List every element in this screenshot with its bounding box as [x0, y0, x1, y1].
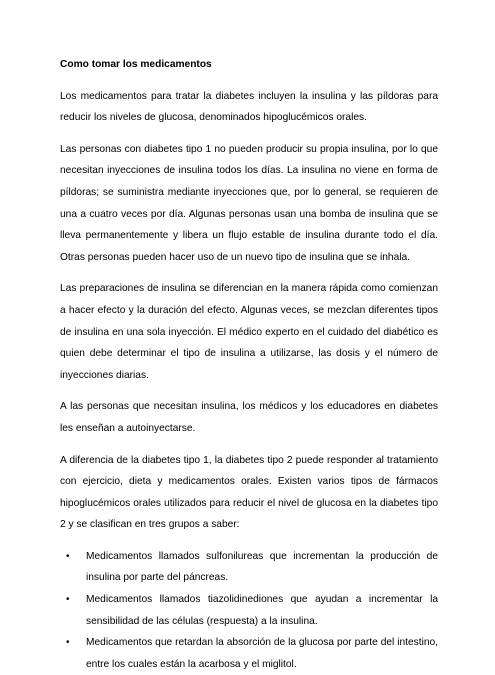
bullet-icon: •: [66, 594, 70, 606]
list-item: [66, 632, 438, 675]
list-item-text: Medicamentos llamados sulfonilureas que incrementan la producción de insulina por parte del páncreas.: [86, 550, 438, 584]
paragraph-insulin-preparations: Las preparaciones de insulina se diferencian en la manera rápida como comienzan a hacer efecto y la duración del efecto. Algunas veces, se mezclan diferentes tipos de insulina en una sola inyección. El médico experto en el cuidado del diabético es quien debe determinar el tipo de insulina a utilizarse, las dosis y el número de inyecciones diarias.: [60, 283, 438, 381]
list-item-text: Medicamentos que retardan la absorción de la glucosa por parte del intestino, entre los cuales están la acarbosa y el miglitol.: [86, 637, 438, 670]
bullet-icon: •: [66, 637, 70, 649]
paragraph-self-injection: A las personas que necesitan insulina, los médicos y los educadores en diabetes les enseñan a autoinyectarse.: [60, 401, 438, 434]
list-item: [66, 589, 438, 632]
paragraph-diabetes-type2: A diferencia de la diabetes tipo 1, la diabetes tipo 2 puede responder al tratamiento con ejercicio, dieta y medicamentos orales. Existen varios tipos de fármacos hipoglucémicos orales utilizados para reducir el nivel de glucosa en la diabetes tipo 2 y se clasifican en tres grupos a saber:: [60, 454, 438, 531]
section-heading: Como tomar los medicamentos: [60, 59, 212, 70]
list-item: [66, 546, 438, 589]
list-item-text: Medicamentos llamados tiazolidinediones que ayudan a incrementar la sensibilidad de las células (respuesta) a la insulina.: [86, 594, 438, 627]
paragraph-medications-intro: Los medicamentos para tratar la diabetes incluyen la insulina y las píldoras para reducir los niveles de glucosa, denominados hipoglucémicos orales.: [60, 90, 438, 124]
medication-groups-list: [60, 546, 438, 675]
bullet-icon: •: [66, 550, 70, 562]
document-body: [60, 54, 438, 675]
paragraph-diabetes-type1: Las personas con diabetes tipo 1 no pueden producir su propia insulina, por lo que necesitan inyecciones de insulina todos los días. La insulina no viene en forma de píldoras; se suministra mediante inyecciones que, por lo general, se requieren de una a cuatro veces por día. Algunas personas usan una bomba de insulina que se lleva permanentemente y libera un flujo estable de insulina durante todo el día. Otras personas pueden hacer uso de un nuevo tipo de insulina que se inhala.: [60, 143, 438, 263]
